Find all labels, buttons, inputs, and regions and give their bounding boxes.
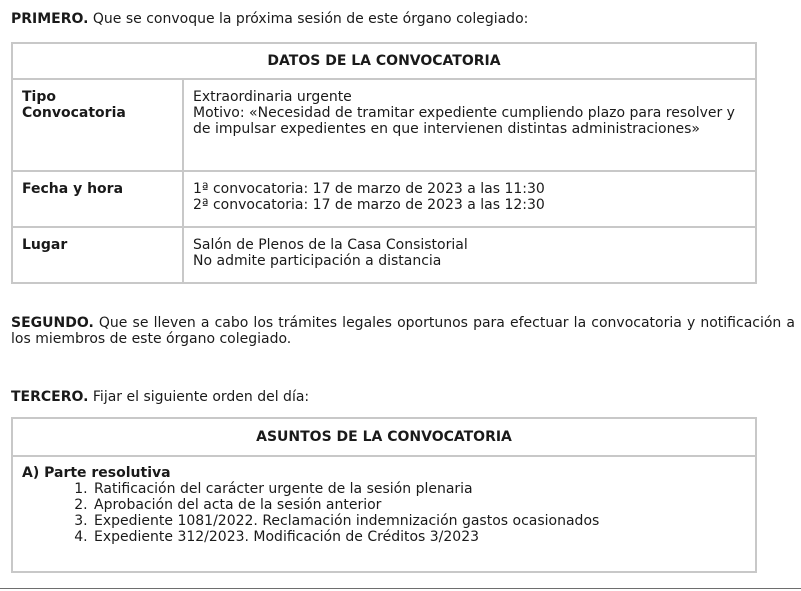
list-item: 2. Aprobación del acta de la sesión anterior bbox=[92, 497, 747, 513]
page-divider bbox=[0, 588, 801, 589]
lugar-sala: Salón de Plenos de la Casa Consistorial bbox=[193, 237, 468, 253]
table-row bbox=[12, 79, 756, 171]
list-item: 4. Expediente 312/2023. Modificación de Créditos 3/2023 bbox=[92, 529, 747, 545]
paragraph-segundo bbox=[11, 315, 795, 347]
lugar-distancia: No admite participación a distancia bbox=[193, 253, 442, 269]
segundo-lead: SEGUNDO. bbox=[11, 315, 94, 331]
tercero-text: Fijar el siguiente orden del día: bbox=[92, 389, 310, 405]
asuntos-body bbox=[12, 456, 756, 572]
agenda-list bbox=[22, 481, 747, 545]
fecha-primera: 1ª convocatoria: 17 de marzo de 2023 a las 11:30 bbox=[193, 181, 545, 197]
parte-resolutiva-title: A) Parte resolutiva bbox=[22, 465, 171, 481]
asuntos-table-title: ASUNTOS DE LA CONVOCATORIA bbox=[12, 418, 756, 456]
fecha-value bbox=[183, 171, 756, 227]
table-row bbox=[12, 171, 756, 227]
tercero-lead: TERCERO. bbox=[11, 389, 89, 405]
list-item: 1. Ratificación del carácter urgente de la sesión plenaria bbox=[92, 481, 747, 497]
segundo-text: Que se lleven a cabo los trámites legales oportunos para efectuar la convocatoria y notificación a los miembros de este órgano colegiado. bbox=[11, 315, 796, 347]
lugar-value bbox=[183, 227, 756, 283]
fecha-segunda: 2ª convocatoria: 17 de marzo de 2023 a las 12:30 bbox=[193, 197, 545, 213]
paragraph-tercero bbox=[11, 389, 309, 405]
fecha-label: Fecha y hora bbox=[12, 171, 183, 227]
tipo-value bbox=[183, 79, 756, 171]
tipo-motivo: Motivo: «Necesidad de tramitar expediente cumpliendo plazo para resolver y de impulsar expedientes en que intervienen distintas administraciones» bbox=[193, 105, 735, 137]
table-row bbox=[12, 227, 756, 283]
primero-lead: PRIMERO. bbox=[11, 11, 89, 27]
lugar-label: Lugar bbox=[12, 227, 183, 283]
list-item: 3. Expediente 1081/2022. Reclamación indemnización gastos ocasionados bbox=[92, 513, 747, 529]
paragraph-primero bbox=[11, 11, 528, 27]
table-row bbox=[12, 456, 756, 572]
primero-text: Que se convoque la próxima sesión de este órgano colegiado: bbox=[92, 11, 529, 27]
tipo-label-line-1: Tipo bbox=[22, 89, 56, 105]
asuntos-table bbox=[11, 417, 757, 573]
tipo-label-line-2: Convocatoria bbox=[22, 105, 126, 121]
convocatoria-table-title: DATOS DE LA CONVOCATORIA bbox=[12, 43, 756, 79]
tipo-label bbox=[12, 79, 183, 171]
tipo-value-line-1: Extraordinaria urgente bbox=[193, 89, 352, 105]
convocatoria-table bbox=[11, 42, 757, 284]
